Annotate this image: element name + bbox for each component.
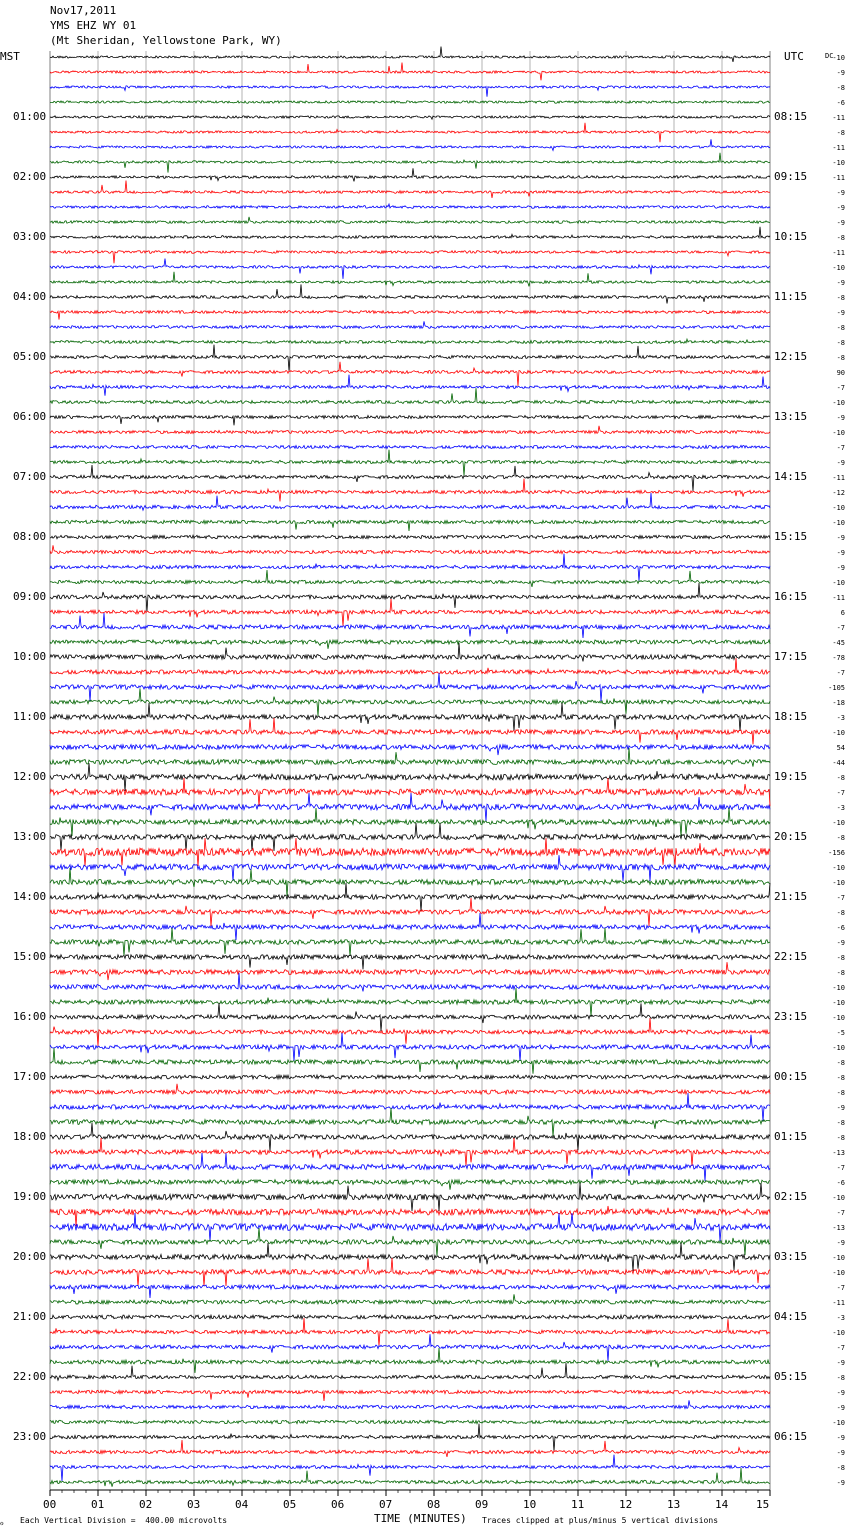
- dc-offset-label: 6: [840, 609, 845, 617]
- dc-offset-label: -8: [836, 834, 845, 842]
- mst-hour-label: 09:00: [13, 590, 47, 603]
- mst-hour-label: 18:00: [13, 1130, 47, 1143]
- x-tick-label: 14: [715, 1498, 729, 1511]
- mst-hour-label: 15:00: [13, 950, 47, 963]
- seismic-trace: [50, 838, 770, 866]
- seismic-trace: [50, 793, 770, 821]
- seismic-trace: [50, 1390, 770, 1401]
- station-code: YMS EHZ WY 01: [50, 19, 137, 32]
- seismic-trace: [50, 426, 770, 434]
- seismic-trace: [50, 868, 770, 896]
- dc-offset-label: -9: [836, 1104, 845, 1112]
- mst-hour-label: 14:00: [13, 890, 47, 903]
- seismic-trace: [50, 1228, 770, 1256]
- seismic-trace: [50, 1258, 770, 1286]
- mst-hour-label: 05:00: [13, 350, 47, 363]
- utc-hour-label: 04:15: [774, 1310, 808, 1323]
- dc-offset-label: -10: [832, 1194, 845, 1202]
- seismic-trace: [50, 465, 770, 491]
- utc-hour-label: 17:15: [774, 650, 808, 663]
- seismic-trace: [50, 339, 770, 343]
- seismic-trace: [50, 1455, 770, 1481]
- dc-offset-label: -13: [832, 1149, 845, 1157]
- mst-hour-label: 22:00: [13, 1370, 47, 1383]
- seismic-trace: [50, 535, 770, 538]
- mst-hour-label: 02:00: [13, 170, 47, 183]
- dc-offset-label: -10: [832, 159, 845, 167]
- utc-hour-label: 16:15: [774, 590, 808, 603]
- seismic-trace: [50, 493, 770, 510]
- dc-offset-label: -9: [836, 204, 845, 212]
- dc-offset-label: -11: [832, 174, 845, 182]
- seismic-trace: [50, 479, 770, 502]
- utc-hour-label: 13:15: [774, 410, 808, 423]
- x-tick-label: 05: [283, 1498, 297, 1511]
- seismic-trace: [50, 284, 770, 303]
- dc-offset-label: -7: [836, 894, 845, 902]
- x-tick-label: 00: [43, 1498, 57, 1511]
- x-tick-label: 11: [571, 1498, 585, 1511]
- dc-offset-label: -9: [836, 1449, 845, 1457]
- dc-offset-label: -8: [836, 1074, 845, 1082]
- trace-lines: [50, 47, 770, 1487]
- x-axis-title: TIME (MINUTES): [374, 1512, 467, 1525]
- seismic-trace: [50, 913, 770, 940]
- dc-offset-label: -12: [832, 489, 845, 497]
- utc-hour-label: 08:15: [774, 110, 808, 123]
- seismic-trace: [50, 375, 770, 396]
- corner-mark: ℴ: [0, 1518, 4, 1527]
- seismic-trace: [50, 748, 770, 767]
- mst-hour-label: 08:00: [13, 530, 47, 543]
- seismic-trace: [50, 1424, 770, 1451]
- mst-hour-label: 06:00: [13, 410, 47, 423]
- utc-hour-label: 06:15: [774, 1430, 808, 1443]
- seismic-trace: [50, 259, 770, 279]
- x-tick-label: 13: [667, 1498, 681, 1511]
- mst-hour-label: 12:00: [13, 770, 47, 783]
- dc-offset-label: -18: [832, 699, 845, 707]
- seismic-trace: [50, 1400, 770, 1408]
- dc-offset-label: -10: [832, 519, 845, 527]
- dc-offset-label: -3: [836, 804, 845, 812]
- seismic-trace: [50, 321, 770, 328]
- seismic-trace: [50, 1153, 770, 1181]
- dc-offset-label: -9: [836, 279, 845, 287]
- dc-offset-label: 54: [836, 744, 845, 752]
- dc-offset-label: -10: [832, 1269, 845, 1277]
- utc-hour-label: 18:15: [774, 710, 808, 723]
- dc-offset-label: -8: [836, 774, 845, 782]
- mst-hour-label: 21:00: [13, 1310, 47, 1323]
- scale-note: Each Vertical Division = 400.00 microvolts: [20, 1516, 228, 1525]
- x-tick-label: 08: [427, 1498, 441, 1511]
- seismic-trace: [50, 1018, 770, 1046]
- seismic-trace: [50, 345, 770, 371]
- dc-offset-label: -8: [836, 354, 845, 362]
- seismic-trace: [50, 583, 770, 611]
- seismic-trace: [50, 1180, 770, 1190]
- seismic-trace: [50, 1468, 770, 1487]
- plot-date: Nov17,2011: [50, 4, 117, 17]
- seismic-trace: [50, 673, 770, 701]
- utc-hour-label: 10:15: [774, 230, 808, 243]
- mst-hour-label: 10:00: [13, 650, 47, 663]
- dc-offset-label: -6: [836, 99, 845, 107]
- dc-offset-label: -10: [832, 399, 845, 407]
- dc-offset-label: -9: [836, 549, 845, 557]
- dc-offset-label: -9: [836, 1404, 845, 1412]
- seismic-trace: [50, 47, 770, 62]
- seismic-trace: [50, 116, 770, 119]
- dc-offset-label: -10: [832, 1419, 845, 1427]
- seismic-trace: [50, 1315, 770, 1319]
- dc-offset-label: -10: [832, 579, 845, 587]
- seismic-trace: [50, 445, 770, 448]
- x-tick-label: 01: [91, 1498, 105, 1511]
- dc-header-label: DC: [825, 52, 834, 60]
- seismic-trace: [50, 1206, 770, 1226]
- dc-offset-label: -9: [836, 1434, 845, 1442]
- seismic-trace: [50, 745, 770, 756]
- x-axis-ticks: [50, 1490, 770, 1496]
- seismic-trace: [50, 1348, 770, 1373]
- dc-offset-label: -8: [836, 1059, 845, 1067]
- x-tick-label: 09: [475, 1498, 489, 1511]
- utc-hour-label: 02:15: [774, 1190, 808, 1203]
- dc-offset-label: -10: [832, 819, 845, 827]
- seismic-trace: [50, 101, 770, 103]
- seismic-trace: [50, 570, 770, 587]
- dc-offset-label: -11: [832, 1299, 845, 1307]
- seismic-trace: [50, 988, 770, 1016]
- dc-offset-label: -10: [832, 1014, 845, 1022]
- dc-offset-label: -10: [832, 1329, 845, 1337]
- utc-hour-label: 09:15: [774, 170, 808, 183]
- seismic-trace: [50, 778, 770, 806]
- seismic-trace: [50, 181, 770, 198]
- dc-offset-label: -10: [832, 504, 845, 512]
- dc-offset-label: -8: [836, 1134, 845, 1142]
- station-location: (Mt Sheridan, Yellowstone Park, WY): [50, 34, 282, 47]
- clip-note: Traces clipped at plus/minus 5 vertical divisions: [482, 1516, 719, 1525]
- mst-hour-label: 01:00: [13, 110, 47, 123]
- x-tick-label: 15: [756, 1498, 770, 1511]
- seismic-trace: [50, 1003, 770, 1031]
- seismic-trace: [50, 520, 770, 531]
- seismic-trace: [50, 1048, 770, 1074]
- mst-hour-label: 07:00: [13, 470, 47, 483]
- dc-offset-label: -5: [836, 1029, 845, 1037]
- right-timezone-label: UTC: [784, 50, 804, 63]
- seismic-trace: [50, 1183, 770, 1211]
- seismic-trace: [50, 545, 770, 553]
- dc-offset-label: -7: [836, 1209, 845, 1217]
- mst-hour-label: 20:00: [13, 1250, 47, 1263]
- seismic-trace: [50, 643, 770, 661]
- seismic-trace: [50, 599, 770, 626]
- dc-offset-label: -7: [836, 1164, 845, 1172]
- seismic-trace: [50, 1334, 770, 1361]
- seismic-trace: [50, 1440, 770, 1457]
- dc-offset-label: -8: [836, 1089, 845, 1097]
- seismic-trace: [50, 272, 770, 287]
- utc-hour-label: 11:15: [774, 290, 808, 303]
- dc-offset-label: -8: [836, 324, 845, 332]
- dc-offset-label: -10: [832, 54, 845, 62]
- dc-offset-label: -6: [836, 1179, 845, 1187]
- seismic-trace: [50, 855, 770, 881]
- dc-offset-label: -8: [836, 954, 845, 962]
- left-timezone-label: MST: [0, 50, 20, 63]
- dc-offset-label: -10: [832, 984, 845, 992]
- dc-offset-label: -7: [836, 1344, 845, 1352]
- seismic-trace: [50, 955, 770, 970]
- dc-offset-label: -9: [836, 1389, 845, 1397]
- dc-offset-label: -8: [836, 1464, 845, 1472]
- dc-offset-label: -13: [832, 1224, 845, 1232]
- dc-offset-label: -9: [836, 189, 845, 197]
- dc-offset-label: -8: [836, 969, 845, 977]
- dc-offset-label: -9: [836, 69, 845, 77]
- utc-hour-label: 19:15: [774, 770, 808, 783]
- mst-hour-label: 17:00: [13, 1070, 47, 1083]
- seismic-trace: [50, 227, 770, 239]
- utc-hour-label: 23:15: [774, 1010, 808, 1023]
- dc-offset-label: -9: [836, 414, 845, 422]
- seismic-trace: [50, 415, 770, 425]
- dc-offset-label: -8: [836, 909, 845, 917]
- mst-hour-label: 23:00: [13, 1430, 47, 1443]
- x-tick-label: 02: [139, 1498, 153, 1511]
- dc-offset-label: -11: [832, 114, 845, 122]
- seismic-trace: [50, 1093, 770, 1121]
- dc-offset-label: -10: [832, 1044, 845, 1052]
- seismic-trace: [50, 763, 770, 791]
- seismic-trace: [50, 251, 770, 264]
- seismic-trace: [50, 1363, 770, 1380]
- dc-offset-label: -10: [832, 879, 845, 887]
- seismic-trace: [50, 153, 770, 173]
- dc-offset-label: -3: [836, 1314, 845, 1322]
- dc-offset-label: -10: [832, 429, 845, 437]
- dc-offset-label: -9: [836, 534, 845, 542]
- dc-offset-label: -3: [836, 714, 845, 722]
- utc-hour-label: 12:15: [774, 350, 808, 363]
- utc-hour-label: 14:15: [774, 470, 808, 483]
- seismic-trace: [50, 1420, 770, 1423]
- seismic-trace: [50, 703, 770, 731]
- utc-hour-label: 05:15: [774, 1370, 808, 1383]
- seismic-trace: [50, 1108, 770, 1136]
- mst-hour-label: 13:00: [13, 830, 47, 843]
- seismic-trace: [50, 613, 770, 638]
- dc-offset-label: -9: [836, 564, 845, 572]
- dc-offset-label: -9: [836, 309, 845, 317]
- seismic-trace: [50, 123, 770, 142]
- seismic-trace: [50, 86, 770, 97]
- seismic-trace: [50, 362, 770, 386]
- seismic-trace: [50, 388, 770, 403]
- dc-offset-label: -10: [832, 729, 845, 737]
- x-tick-label: 03: [187, 1498, 201, 1511]
- utc-hour-label: 01:15: [774, 1130, 808, 1143]
- dc-offset-label: 90: [836, 369, 845, 377]
- dc-offset-label: -6: [836, 924, 845, 932]
- x-tick-label: 10: [523, 1498, 537, 1511]
- seismic-trace: [50, 962, 770, 980]
- seismic-trace: [50, 1075, 770, 1079]
- seismic-trace: [50, 718, 770, 744]
- dc-offset-label: -10: [832, 1254, 845, 1262]
- utc-hour-label: 20:15: [774, 830, 808, 843]
- dc-offset-label: -7: [836, 444, 845, 452]
- dc-offset-label: -8: [836, 1374, 845, 1382]
- dc-offset-label: -8: [836, 129, 845, 137]
- seismic-trace: [50, 1033, 770, 1061]
- dc-offset-label: -11: [832, 249, 845, 257]
- seismic-trace: [50, 898, 770, 926]
- dc-offset-label: -11: [832, 594, 845, 602]
- utc-hour-label: 22:15: [774, 950, 808, 963]
- seismic-trace: [50, 311, 770, 320]
- seismic-trace: [50, 823, 770, 851]
- dc-offset-label: -105: [828, 684, 845, 692]
- dc-offset-label: -7: [836, 1284, 845, 1292]
- utc-hour-label: 15:15: [774, 530, 808, 543]
- seismic-trace: [50, 1294, 770, 1304]
- seismic-trace: [50, 554, 770, 581]
- dc-offset-label: -10: [832, 264, 845, 272]
- utc-hour-label: 03:15: [774, 1250, 808, 1263]
- seismic-trace: [50, 973, 770, 991]
- seismic-trace: [50, 139, 770, 150]
- seismic-trace: [50, 1138, 770, 1166]
- dc-offset-label: -44: [832, 759, 845, 767]
- dc-offset-label: -10: [832, 999, 845, 1007]
- dc-offset-label: -45: [832, 639, 845, 647]
- x-tick-label: 04: [235, 1498, 249, 1511]
- seismic-trace: [50, 450, 770, 476]
- dc-offset-label: -8: [836, 339, 845, 347]
- dc-offset-label: -7: [836, 789, 845, 797]
- dc-offset-label: -9: [836, 1239, 845, 1247]
- dc-offset-label: -7: [836, 624, 845, 632]
- seismic-trace: [50, 1213, 770, 1241]
- mst-hour-label: 03:00: [13, 230, 47, 243]
- dc-offset-label: -8: [836, 84, 845, 92]
- seismic-trace: [50, 1084, 770, 1094]
- dc-offset-label: -8: [836, 294, 845, 302]
- mst-hour-label: 19:00: [13, 1190, 47, 1203]
- mst-hour-label: 11:00: [13, 710, 47, 723]
- dc-offset-label: -8: [836, 234, 845, 242]
- seismic-trace: [50, 658, 770, 674]
- seismic-trace: [50, 63, 770, 81]
- dc-offset-label: -7: [836, 384, 845, 392]
- dc-offset-label: -8: [836, 1119, 845, 1127]
- x-tick-label: 07: [379, 1498, 393, 1511]
- dc-offset-label: -9: [836, 1359, 845, 1367]
- x-tick-label: 12: [619, 1498, 633, 1511]
- dc-offset-label: -7: [836, 669, 845, 677]
- seismic-trace: [50, 168, 770, 181]
- seismic-trace: [50, 1318, 770, 1346]
- dc-offset-label: -156: [828, 849, 845, 857]
- seismic-trace: [50, 1243, 770, 1271]
- seismic-trace: [50, 928, 770, 956]
- seismic-trace: [50, 808, 770, 836]
- dc-offset-label: -11: [832, 144, 845, 152]
- seismic-trace: [50, 883, 770, 911]
- seismic-trace: [50, 217, 770, 223]
- dc-offset-label: -11: [832, 474, 845, 482]
- seismic-trace: [50, 1285, 770, 1298]
- dc-offset-label: -9: [836, 219, 845, 227]
- dc-offset-label: -9: [836, 1479, 845, 1487]
- dc-offset-label: -10: [832, 864, 845, 872]
- dc-offset-label: -9: [836, 939, 845, 947]
- mst-hour-label: 04:00: [13, 290, 47, 303]
- mst-hour-label: 16:00: [13, 1010, 47, 1023]
- seismic-trace: [50, 1123, 770, 1151]
- utc-hour-label: 21:15: [774, 890, 808, 903]
- utc-hour-label: 00:15: [774, 1070, 808, 1083]
- seismic-trace: [50, 688, 770, 716]
- dc-offset-label: -9: [836, 459, 845, 467]
- dc-offset-label: -78: [832, 654, 845, 662]
- seismic-trace: [50, 204, 770, 208]
- seismic-trace: [50, 640, 770, 649]
- x-tick-label: 06: [331, 1498, 345, 1511]
